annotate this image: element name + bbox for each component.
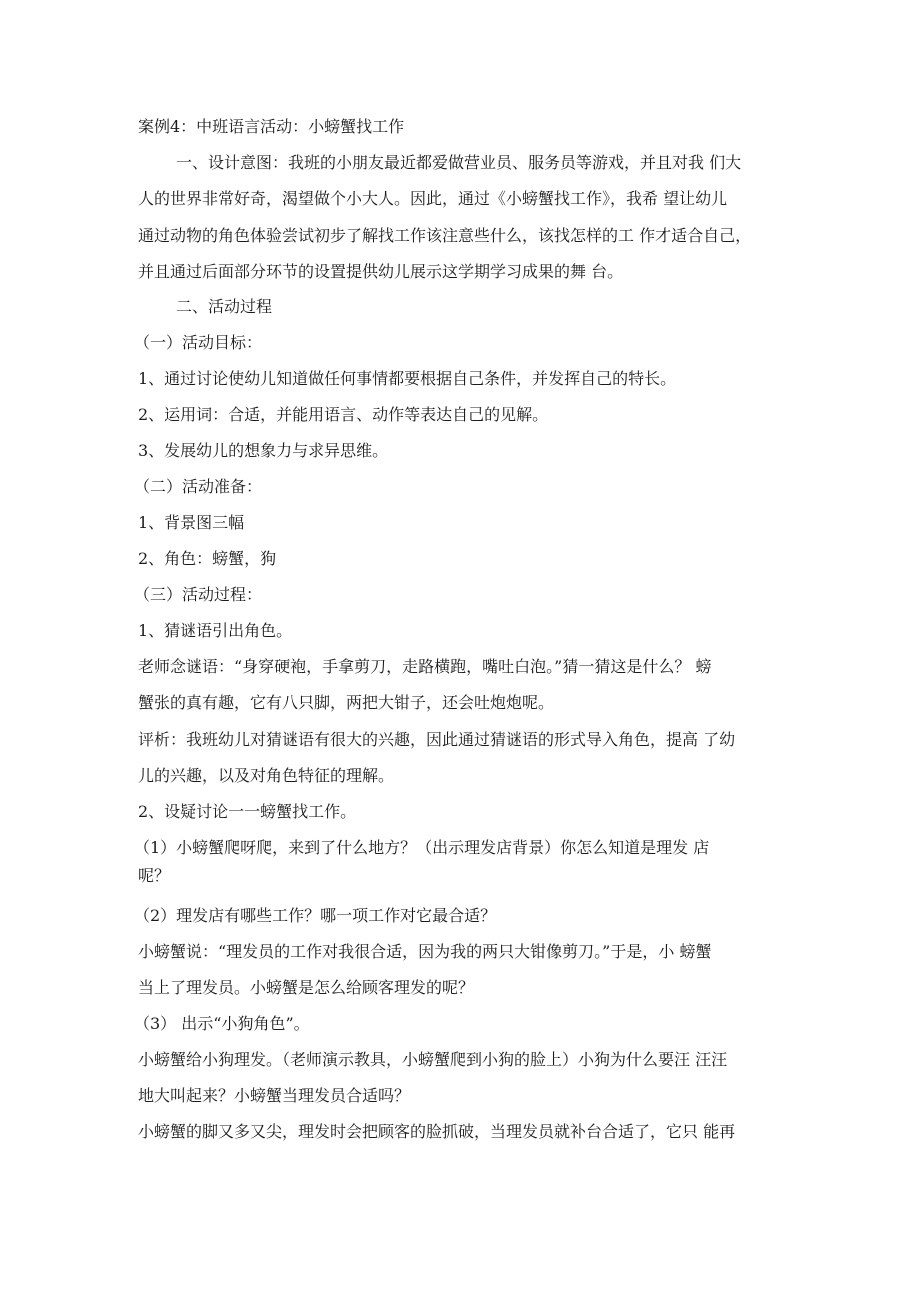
list-item: 3、发展幼儿的想象力与求异思维。 (138, 441, 389, 460)
paragraph-line: （2）理发店有哪些工作？哪一项工作对它最合适？ (134, 906, 497, 925)
paragraph-line: 小螃蟹的脚又多又尖，理发时会把顾客的脸抓破，当理发员就补台合适了，它只 能再 (138, 1122, 736, 1141)
section-heading: 二、活动过程 (176, 297, 273, 316)
list-item: 2、运用词：合适，并能用语言、动作等表达自己的见解。 (138, 405, 549, 424)
paragraph-line: （1）小螃蟹爬呀爬，来到了什么地方？（出示理发店背景）你怎么知道是理发 店 (134, 838, 710, 857)
paragraph-line: 蟹张的真有趣，它有八只脚，两把大钳子，还会吐炮炮呢。 (138, 693, 555, 712)
paragraph-line: 并且通过后面部分环节的设置提供幼儿展示这学期学习成果的舞 台。 (138, 262, 624, 281)
paragraph-line: （3） 出示“小狗角色”。 (134, 1014, 310, 1033)
list-item: 1、通过讨论使幼儿知道做任何事情都要根据自己条件，并发挥自己的特长。 (138, 369, 677, 388)
paragraph-line: 一、设计意图：我班的小朋友最近都爱做营业员、服务员等游戏，并且对我 们大 (176, 153, 742, 172)
list-item: 2、设疑讨论一一螃蟹找工作。 (138, 802, 357, 821)
paragraph-line: 地大叫起来？小螃蟹当理发员合适吗？ (138, 1086, 411, 1105)
list-item: 1、猜谜语引出角色。 (138, 621, 293, 640)
paragraph-line: 当上了理发员。小螃蟹是怎么给顾客理发的呢？ (138, 978, 475, 997)
paragraph-line: 小螃蟹说：“理发员的工作对我很合适，因为我的两只大钳像剪刀。”于是，小 螃蟹 (138, 942, 712, 961)
paragraph-line: 人的世界非常好奇，渴望做个小大人。因此，通过《小螃蟹找工作》，我希 望让幼儿 (138, 189, 728, 208)
paragraph-line: 评析：我班幼儿对猜谜语有很大的兴趣，因此通过猜谜语的形式导入角色，提高 了幼 (138, 730, 736, 749)
list-item: 1、背景图三幅 (138, 513, 245, 532)
case-title: 案例4：中班语言活动：小螃蟹找工作 (138, 117, 405, 136)
paragraph-line: 儿的兴趣，以及对角色特征的理解。 (138, 766, 395, 785)
subsection-heading: （三）活动过程： (134, 585, 263, 604)
paragraph-line: 通过动物的角色体验尝试初步了解找工作该注意些什么，该找怎样的工 作才适合自己， (138, 226, 752, 245)
paragraph-line: 老师念谜语：“身穿硬袍，手拿剪刀，走路横跑，嘴吐白泡。”猜一猜这是什么？ 螃 (138, 657, 712, 676)
paragraph-line: 小螃蟹给小狗理发。（老师演示教具，小螃蟹爬到小狗的脸上）小狗为什么要汪 汪汪 (138, 1050, 728, 1069)
subsection-heading: （一）活动目标： (134, 333, 263, 352)
list-item: 2、角色：螃蟹，狗 (138, 549, 277, 568)
subsection-heading: （二）活动准备： (134, 477, 263, 496)
paragraph-line: 呢？ (138, 866, 171, 885)
